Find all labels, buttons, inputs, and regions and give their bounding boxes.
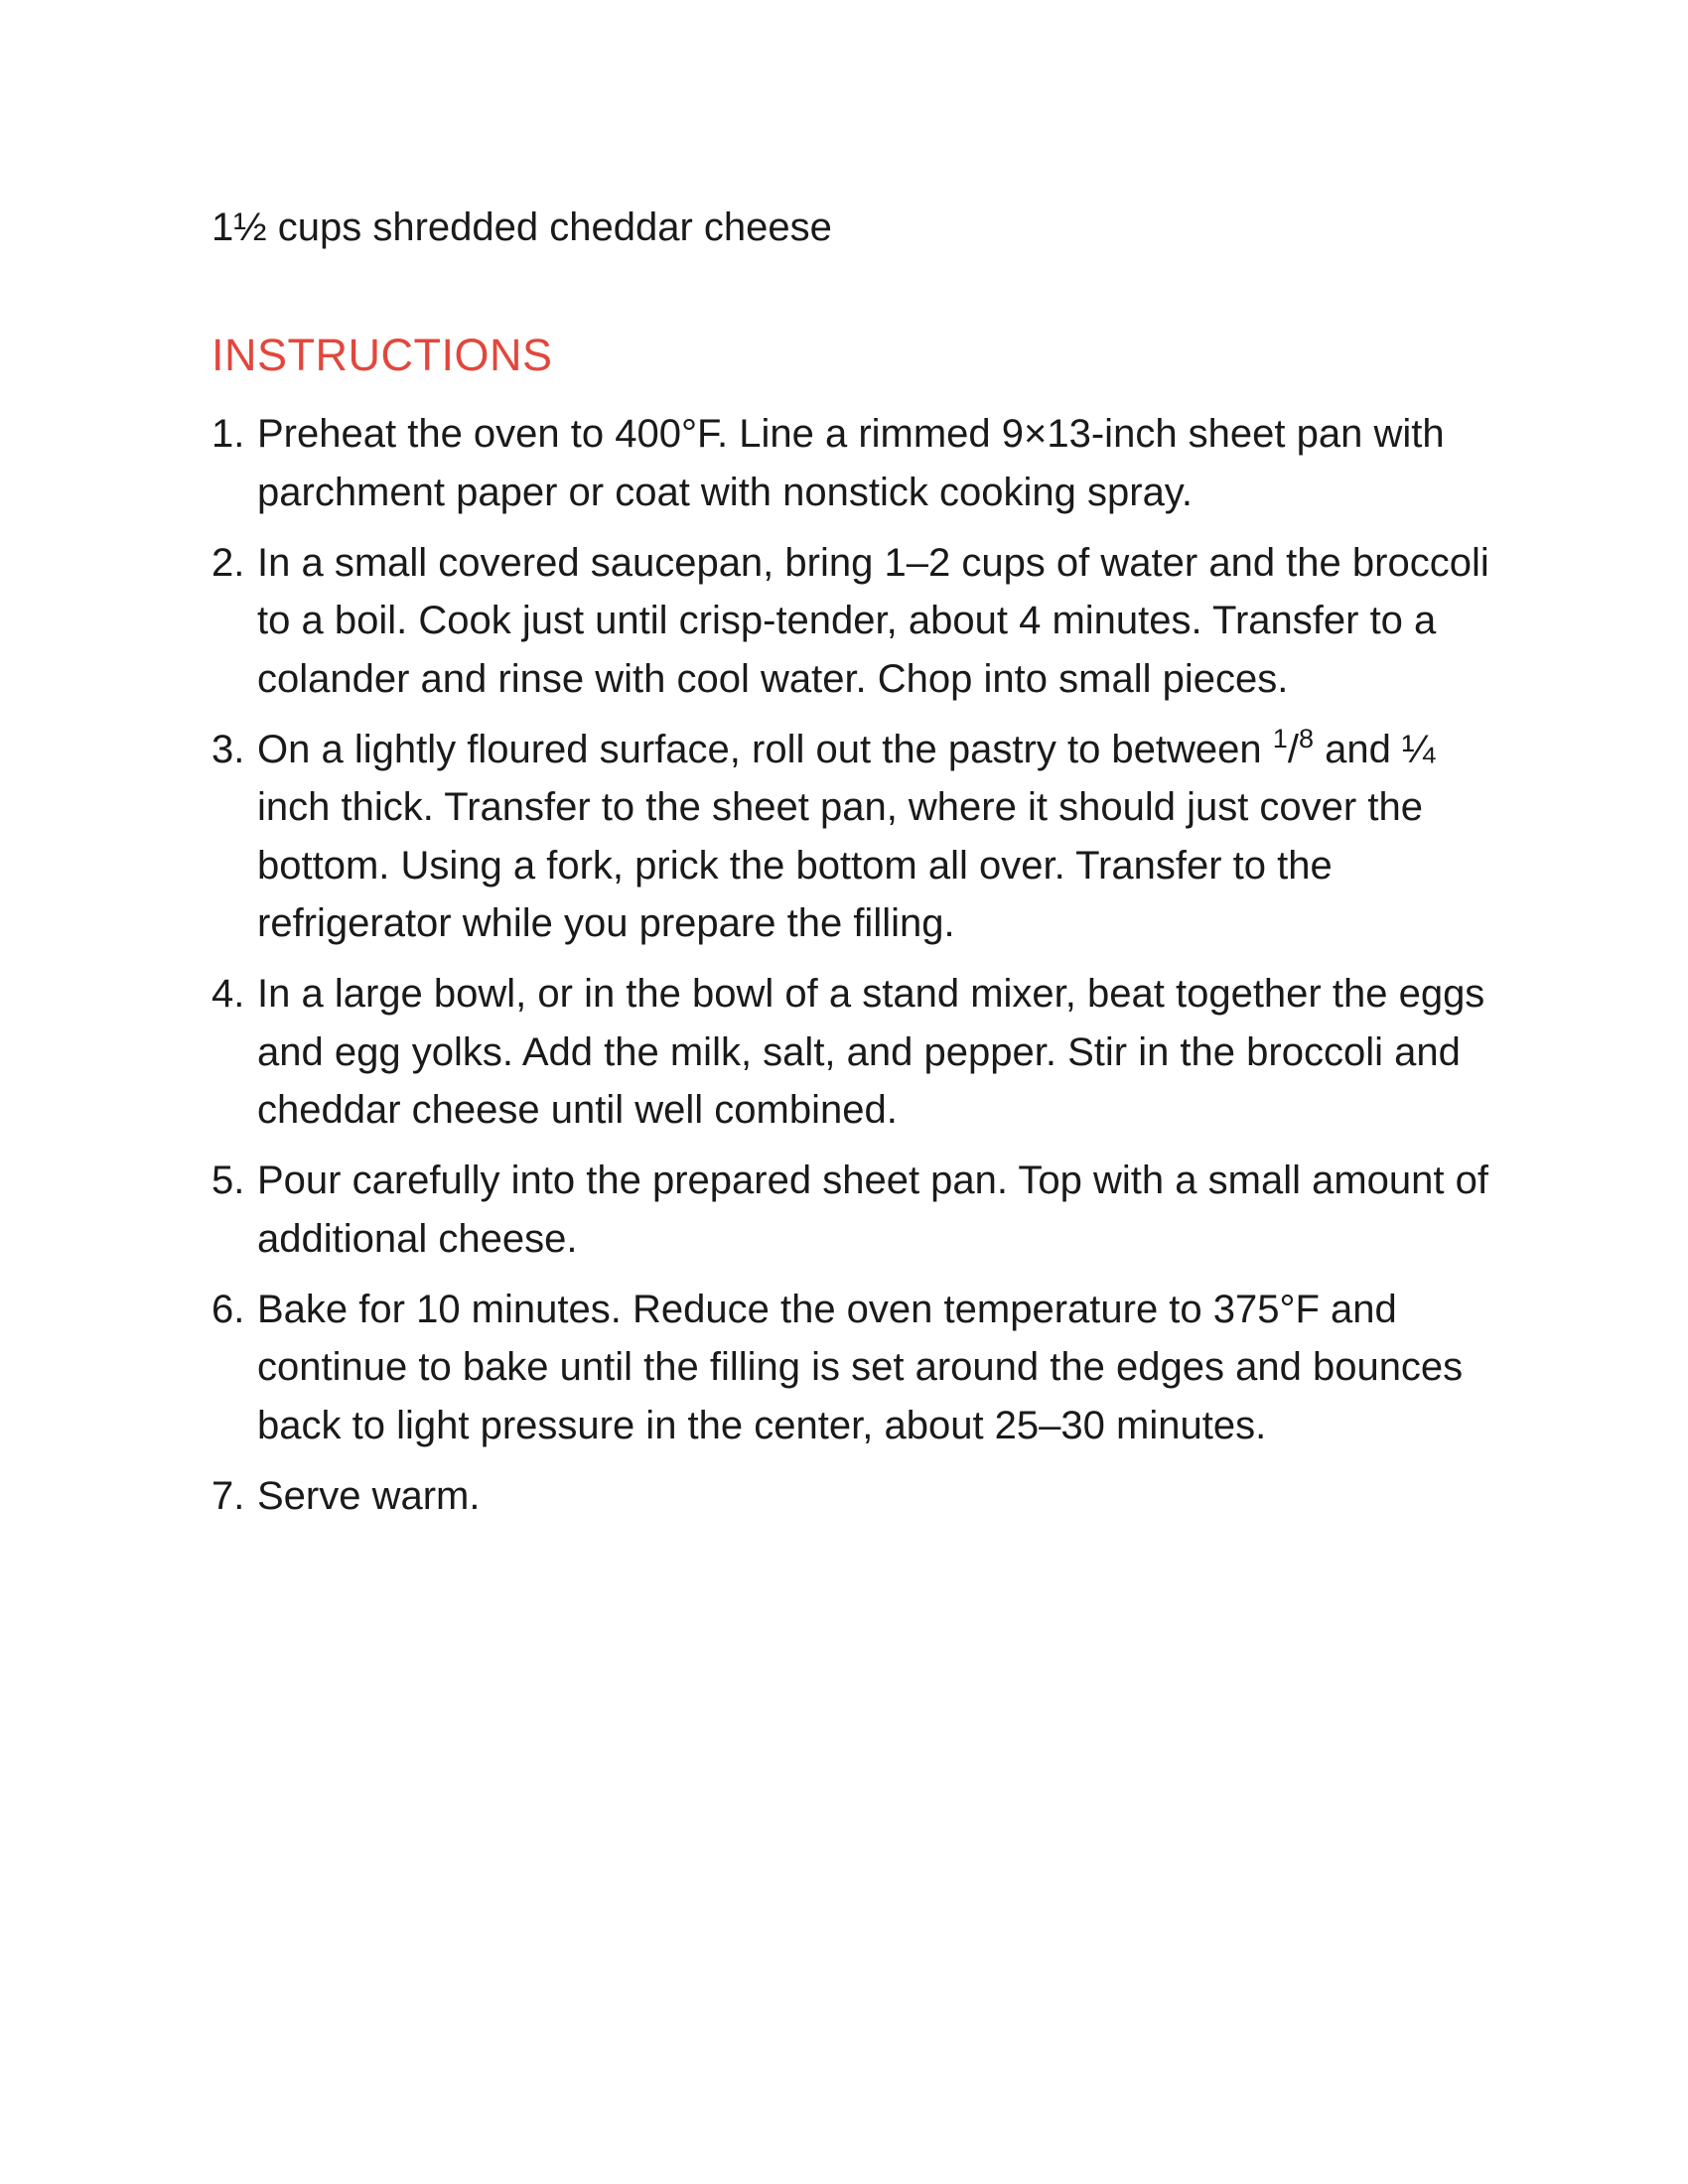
step-text <box>257 723 1436 946</box>
fraction-denominator: 8 <box>1298 723 1314 753</box>
step-number: 7. <box>211 1473 245 1518</box>
step-text: Serve warm. <box>257 1473 481 1518</box>
step-number: 2. <box>211 540 245 585</box>
step-text: Pour carefully into the prepared sheet pan. Top with a small amount of additional cheese. <box>257 1159 1488 1261</box>
step-number: 6. <box>211 1287 245 1331</box>
step-text: In a small covered saucepan, bring 1–2 cups of water and the broccoli to a boil. Cook just until crisp-tender, about 4 minutes. Transfer to a colander and rinse with cool water. Chop into small pieces. <box>257 540 1489 701</box>
instruction-step-5 <box>211 1152 1502 1268</box>
instruction-step-4 <box>211 965 1502 1140</box>
instruction-step-3 <box>211 721 1502 953</box>
instruction-step-7 <box>211 1467 1502 1526</box>
instructions-list <box>211 405 1502 1538</box>
step-text: Preheat the oven to 400°F. Line a rimmed 9×13-inch sheet pan with parchment paper or coat with nonstick cooking spray. <box>257 412 1445 514</box>
step-number: 4. <box>211 972 245 1016</box>
fraction-slash: / <box>1287 727 1299 771</box>
ingredient-item: 1½ cups shredded cheddar cheese <box>211 205 832 249</box>
step-text-before: On a lightly floured surface, roll out the pastry to between <box>257 727 1273 771</box>
step-number: 3. <box>211 727 245 771</box>
fraction-numerator: 1 <box>1272 723 1288 753</box>
instructions-heading: INSTRUCTIONS <box>211 330 553 380</box>
instruction-step-6 <box>211 1281 1502 1455</box>
step-text: Bake for 10 minutes. Reduce the oven temperature to 375°F and continue to bake until the filling is set around the edges and bounces back to light pressure in the center, about 25–30 minutes. <box>257 1287 1464 1447</box>
step-number: 5. <box>211 1159 245 1202</box>
step-text-after: and ¼ inch thick. Transfer to the sheet pan, where it should just cover the bottom. Using a fork, prick the bottom all over. Transfer to the refrigerator while you prepare the filling. <box>257 727 1436 945</box>
step-text: In a large bowl, or in the bowl of a stand mixer, beat together the eggs and egg yolks. Add the milk, salt, and pepper. Stir in the broccoli and cheddar cheese until well combined. <box>257 972 1485 1132</box>
instruction-step-2 <box>211 534 1502 709</box>
step-number: 1. <box>211 412 245 456</box>
instruction-step-1 <box>211 405 1502 521</box>
